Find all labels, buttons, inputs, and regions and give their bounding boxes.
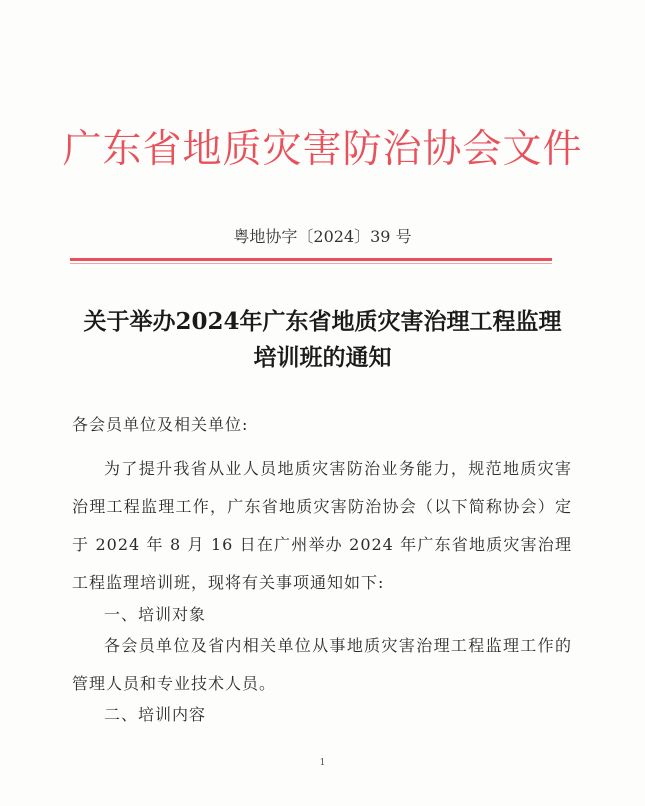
section-heading-training-target: 一、培训对象 — [104, 605, 207, 624]
red-divider-line — [70, 258, 552, 261]
section-text-training-target: 各会员单位及省内相关单位从事地质灾害治理工程监理工作的管理人员和专业技术人员。 — [72, 636, 572, 693]
red-divider-line-thin — [70, 263, 552, 264]
notice-title-line-1: 关于举办2024年广东省地质灾害治理工程监理 — [83, 308, 562, 335]
section-heading-training-content: 二、培训内容 — [104, 705, 207, 724]
page-number: 1 — [319, 758, 326, 768]
document-number: 粤地协字〔2024〕39 号 — [233, 227, 412, 246]
notice-title — [60, 304, 585, 376]
masthead-title: 广东省地质灾害防治协会文件 — [62, 127, 583, 172]
intro-paragraph: 为了提升我省从业人员地质灾害防治业务能力，规范地质灾害治理工程监理工作，广东省地质灾害防治协会（以下简称协会）定于 2024 年 8 月 16 日在广州举办 2024 年广东省地质灾害治理工程监理培训班，现将有关事项通知如下: — [72, 459, 572, 592]
notice-title-line-2: 培训班的通知 — [253, 344, 392, 371]
salutation: 各会员单位及相关单位: — [72, 415, 249, 434]
